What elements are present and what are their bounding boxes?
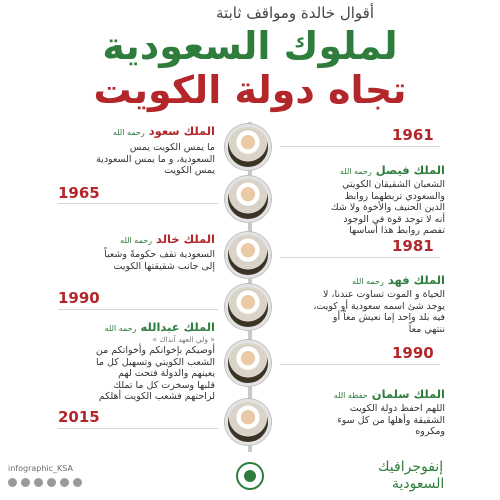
honorific: رحمه الله <box>120 236 153 245</box>
quote-line: الشقيقة وأهلها من كل سوء <box>337 414 445 426</box>
honorific: رحمه الله <box>112 128 145 137</box>
portrait-faisal <box>225 176 271 222</box>
portrait-abdullah <box>225 340 271 386</box>
quote-line: إلى جانب شقيقتها الكويت <box>113 260 215 272</box>
divider <box>58 309 218 310</box>
portrait-salman <box>225 399 271 445</box>
king-name-saud <box>50 124 215 138</box>
quote-saud <box>50 142 215 177</box>
facebook-icon <box>34 478 43 487</box>
year-1961: 1961 <box>392 126 434 144</box>
king-title: الملك فهد <box>387 273 445 287</box>
year-2015: 2015 <box>58 408 100 426</box>
subtitle: أقوال خالدة ومواقف ثابتة <box>216 4 374 22</box>
portrait-khalid <box>225 232 271 278</box>
honorific: رحمه الله <box>104 324 137 333</box>
quote-line: الحياة و الموت تساوت عندنا، لا <box>322 289 445 300</box>
divider <box>280 146 440 147</box>
honorific: رحمه الله <box>351 277 384 286</box>
quote-faisal <box>280 179 445 237</box>
youtube-icon <box>47 478 56 487</box>
quote-line: السعودية، و ما يمس السعودية <box>96 153 215 165</box>
quote-line: السعودية تقف حكومةً وشعباً <box>104 249 215 260</box>
king-title: الملك عبدالله <box>140 320 215 334</box>
king-title: الملك خالد <box>156 232 215 246</box>
divider <box>58 203 218 204</box>
title-line-1: لملوك السعودية <box>102 24 398 68</box>
quote-line: والسعودي تربطهما روابط <box>344 190 445 202</box>
king-name-faisal <box>280 163 445 177</box>
quote-line: أوصيكم بإخوانكم وأخواتكم من <box>95 345 215 356</box>
divider <box>280 364 440 365</box>
year-1990-b: 1990 <box>392 344 434 362</box>
honorific: رحمه الله <box>339 167 372 176</box>
quote-line: يعينهم والدولة فتحت لهم <box>118 368 215 379</box>
divider <box>58 428 218 429</box>
brand-name-line2: السعودية <box>392 476 445 492</box>
year-1965: 1965 <box>58 184 100 202</box>
social-handle: infographic_KSA <box>8 464 73 473</box>
quote-line: يوجد شئ اسمه سعودية أو كويت، <box>313 300 445 312</box>
honorific: حفظه الله <box>333 391 368 400</box>
quote-line: ما يمس الكويت يمس <box>129 142 215 153</box>
quote-fahd <box>280 289 445 335</box>
instagram-icon <box>21 478 30 487</box>
quote-line: قلبها وسخرت كل ما تملك <box>113 379 215 391</box>
divider <box>280 257 440 258</box>
quote-line: ومكروه <box>415 426 445 437</box>
quote-line: الشعب الكويتي وتسهيل كل ما <box>96 356 215 368</box>
year-1990-a: 1990 <box>58 289 100 307</box>
quote-line: فيه بلد واحد إما نعيش معاً أو <box>332 312 445 323</box>
quote-line: الدين الحنيف والأخوة ولا شك <box>330 202 445 213</box>
social-icons <box>8 478 82 487</box>
quote-line: يمس الكويت <box>164 165 215 176</box>
brand-name-line1: إنفوجرافيك <box>378 459 444 475</box>
king-name-salman <box>280 387 445 401</box>
twitter-icon <box>8 478 17 487</box>
quote-line: لراحتهم فشعب الكويت أهلكم <box>98 391 215 402</box>
king-title: الملك سعود <box>148 124 215 138</box>
king-name-fahd <box>280 273 445 287</box>
quote-line: تفصم روابط هذا أساسها <box>349 225 445 236</box>
note-abdullah: « ولي العهد آنذاك » <box>152 335 215 344</box>
quote-line: أنه لا توجد قوة في الوجود <box>343 213 445 225</box>
quote-salman <box>280 403 445 438</box>
king-name-khalid <box>50 232 215 246</box>
brand-logo-icon <box>236 462 264 490</box>
quote-line: اللهم احفظ دولة الكويت <box>349 403 445 414</box>
quote-abdullah <box>50 345 215 403</box>
portrait-saud <box>225 124 271 170</box>
quote-line: ننتهي معاً <box>408 323 445 335</box>
year-1981: 1981 <box>392 237 434 255</box>
quote-khalid <box>50 249 215 272</box>
title-line-2: تجاه دولة الكويت <box>93 68 407 112</box>
king-title: الملك فيصل <box>375 163 445 177</box>
snapchat-icon <box>60 478 69 487</box>
portrait-fahd <box>225 284 271 330</box>
king-title: الملك سلمان <box>371 387 445 401</box>
telegram-icon <box>73 478 82 487</box>
quote-line: الشعبان الشقيقان الكويتي <box>342 179 445 190</box>
king-name-abdullah <box>50 320 215 334</box>
